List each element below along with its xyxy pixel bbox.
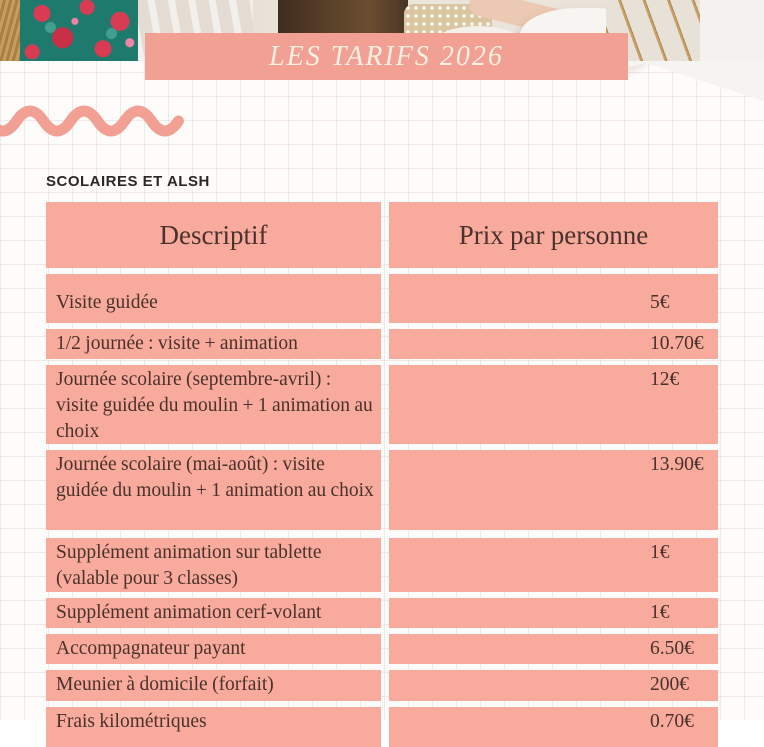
header-cell-descriptif <box>46 202 381 268</box>
header-descriptif-label: Descriptif <box>159 220 268 250</box>
row-price <box>389 450 718 530</box>
row-description <box>46 538 381 592</box>
row-description-text: Journée scolaire (mai-août) : visite guidée du moulin + 1 animation au choix <box>56 454 374 501</box>
row-description-text: Supplément animation sur tablette (valable pour 3 classes) <box>56 542 322 589</box>
row-price <box>389 670 718 701</box>
row-description <box>46 450 381 530</box>
row-price <box>389 634 718 664</box>
title-banner <box>145 33 628 80</box>
row-description <box>46 598 381 628</box>
section-heading: SCOLAIRES ET ALSH <box>46 173 210 190</box>
row-price-text: 200€ <box>650 674 689 695</box>
table-row <box>46 598 718 628</box>
row-price-text: 10.70€ <box>650 333 704 354</box>
table-row <box>46 538 718 592</box>
row-price <box>389 707 718 747</box>
table-row <box>46 329 718 359</box>
photo-white-fabric <box>700 0 764 61</box>
table-header-row <box>46 202 718 268</box>
pricing-table <box>46 202 718 747</box>
row-description-text: 1/2 journée : visite + animation <box>56 333 298 354</box>
table-row <box>46 450 718 530</box>
row-price-text: 6.50€ <box>650 638 694 659</box>
row-description <box>46 707 381 747</box>
row-price-text: 5€ <box>650 292 670 313</box>
row-price <box>389 538 718 592</box>
row-price-text: 0.70€ <box>650 711 694 732</box>
wave-squiggle-icon <box>0 100 200 144</box>
row-description-text: Meunier à domicile (forfait) <box>56 674 274 695</box>
row-price <box>389 274 718 323</box>
row-description-text: Journée scolaire (septembre-avril) : visite guidée du moulin + 1 animation au choix <box>56 369 373 442</box>
table-row <box>46 274 718 323</box>
table-row <box>46 365 718 444</box>
header-cell-prix <box>389 202 718 268</box>
row-description <box>46 634 381 664</box>
row-description-text: Supplément animation cerf-volant <box>56 602 322 623</box>
row-price <box>389 598 718 628</box>
row-description <box>46 329 381 359</box>
table-row <box>46 670 718 701</box>
photo-fabric-overhang <box>640 61 764 101</box>
row-price <box>389 329 718 359</box>
table-row <box>46 634 718 664</box>
row-price-text: 13.90€ <box>650 454 704 475</box>
row-description <box>46 274 381 323</box>
header-prix-label: Prix par personne <box>458 220 649 250</box>
row-description-text: Frais kilométriques <box>56 711 207 732</box>
row-description <box>46 670 381 701</box>
title-banner-text: LES TARIFS 2026 <box>269 40 504 72</box>
row-price-text: 1€ <box>650 602 670 623</box>
row-description-text: Accompagnateur payant <box>56 638 246 659</box>
row-price-text: 12€ <box>650 369 680 390</box>
photo-floral-dress <box>20 0 142 61</box>
row-price <box>389 365 718 444</box>
row-description <box>46 365 381 444</box>
table-row <box>46 707 718 747</box>
row-description-text: Visite guidée <box>56 292 158 313</box>
row-price-text: 1€ <box>650 542 670 563</box>
